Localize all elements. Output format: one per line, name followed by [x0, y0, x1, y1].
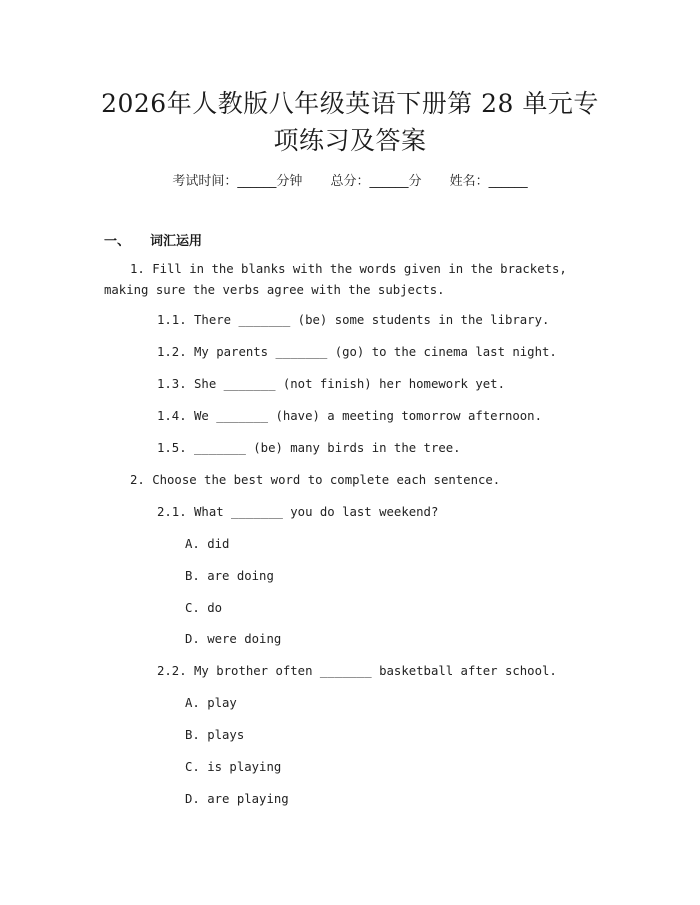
option-letter: C.: [185, 601, 200, 615]
item-text: We _______ (have) a meeting tomorrow afternoon.: [194, 409, 542, 423]
option-letter: B.: [185, 728, 200, 742]
page-title-line-1: 2026年人教版八年级英语下册第 28 单元专: [101, 89, 599, 118]
option-text: were doing: [207, 632, 282, 646]
item-number: 1.5.: [157, 441, 187, 455]
item-text: My parents _______ (go) to the cinema last night.: [194, 345, 557, 359]
item-number: 1.3.: [157, 377, 187, 391]
question-1-instruction: [104, 259, 594, 301]
answer-option[interactable]: [185, 696, 237, 710]
question-1-number: 1.: [130, 262, 145, 276]
option-letter: C.: [185, 760, 200, 774]
item-number: 2.2.: [157, 664, 187, 678]
item-text: My brother often _______ basketball after school.: [194, 664, 557, 678]
exam-meta: [0, 170, 700, 189]
item-number: 1.4.: [157, 409, 187, 423]
question-item: [157, 505, 438, 519]
section-number: 一、: [104, 234, 131, 249]
exam-time-field: 考试时间：______分钟: [172, 174, 303, 189]
item-number: 2.1.: [157, 505, 187, 519]
question-item: [157, 441, 461, 455]
item-text: She _______ (not finish) her homework yet.: [194, 377, 505, 391]
page-title-line-2: 项练习及答案: [273, 126, 427, 155]
option-text: play: [207, 696, 237, 710]
question-item: [157, 313, 549, 327]
option-text: plays: [207, 728, 245, 742]
option-letter: A.: [185, 696, 200, 710]
item-number: 1.2.: [157, 345, 187, 359]
option-text: are doing: [207, 569, 274, 583]
option-letter: D.: [185, 792, 200, 806]
question-item: [157, 345, 557, 359]
option-text: is playing: [207, 760, 282, 774]
question-2-number: 2.: [130, 473, 145, 487]
option-letter: D.: [185, 632, 200, 646]
item-text: There _______ (be) some students in the library.: [194, 313, 550, 327]
answer-option[interactable]: [185, 728, 244, 742]
answer-option[interactable]: [185, 632, 281, 646]
option-text: do: [207, 601, 223, 615]
answer-option[interactable]: [185, 569, 274, 583]
question-item: [157, 409, 542, 423]
answer-option[interactable]: [185, 760, 281, 774]
answer-option[interactable]: [185, 537, 229, 551]
item-text: _______ (be) many birds in the tree.: [194, 441, 461, 455]
option-letter: A.: [185, 537, 200, 551]
answer-option[interactable]: [185, 792, 289, 806]
question-1-text: Fill in the blanks with the words given in the brackets, making sure the verbs agree with the subjects.: [104, 262, 567, 297]
option-text: are playing: [207, 792, 289, 806]
answer-option[interactable]: [185, 601, 222, 615]
section-heading: [104, 230, 202, 249]
question-item: [157, 377, 505, 391]
option-letter: B.: [185, 569, 200, 583]
student-name-field: 姓名：______: [449, 174, 528, 189]
section-title: 词汇运用: [150, 234, 203, 249]
total-score-field: 总分：______分: [330, 174, 422, 189]
item-text: What _______ you do last weekend?: [194, 505, 439, 519]
question-item: [157, 664, 557, 678]
question-2-text: Choose the best word to complete each sentence.: [152, 473, 501, 487]
option-text: did: [207, 537, 230, 551]
question-2-instruction: [130, 473, 500, 487]
item-number: 1.1.: [157, 313, 187, 327]
